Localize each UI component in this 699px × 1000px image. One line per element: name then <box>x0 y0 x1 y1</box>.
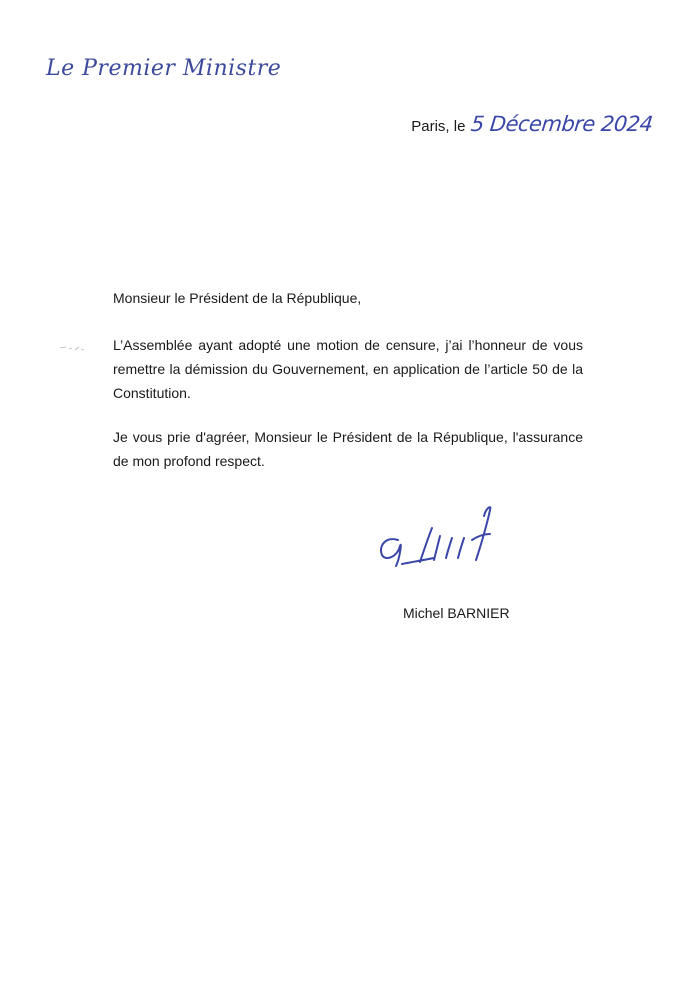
salutation: Monsieur le Président de la République, <box>113 290 362 306</box>
scan-speck-mark <box>58 342 86 354</box>
handwritten-signature-icon <box>372 500 502 575</box>
handwritten-date: 5 Décembre 2024 <box>470 112 655 136</box>
signer-name: Michel BARNIER <box>403 605 510 621</box>
body-paragraph-closing: Je vous prie d'agréer, Monsieur le Président de la République, l'assurance de mon profond respect. <box>113 429 583 469</box>
body-paragraph-resignation: L’Assemblée ayant adopté une motion de censure, j’ai l’honneur de vous remettre la démission du Gouvernement, en application de l’article 50 de la Constitution. <box>113 337 583 401</box>
dateline <box>411 112 653 136</box>
letterhead-title: Le Premier Ministre <box>46 56 282 81</box>
date-place: Paris, le <box>411 118 466 135</box>
